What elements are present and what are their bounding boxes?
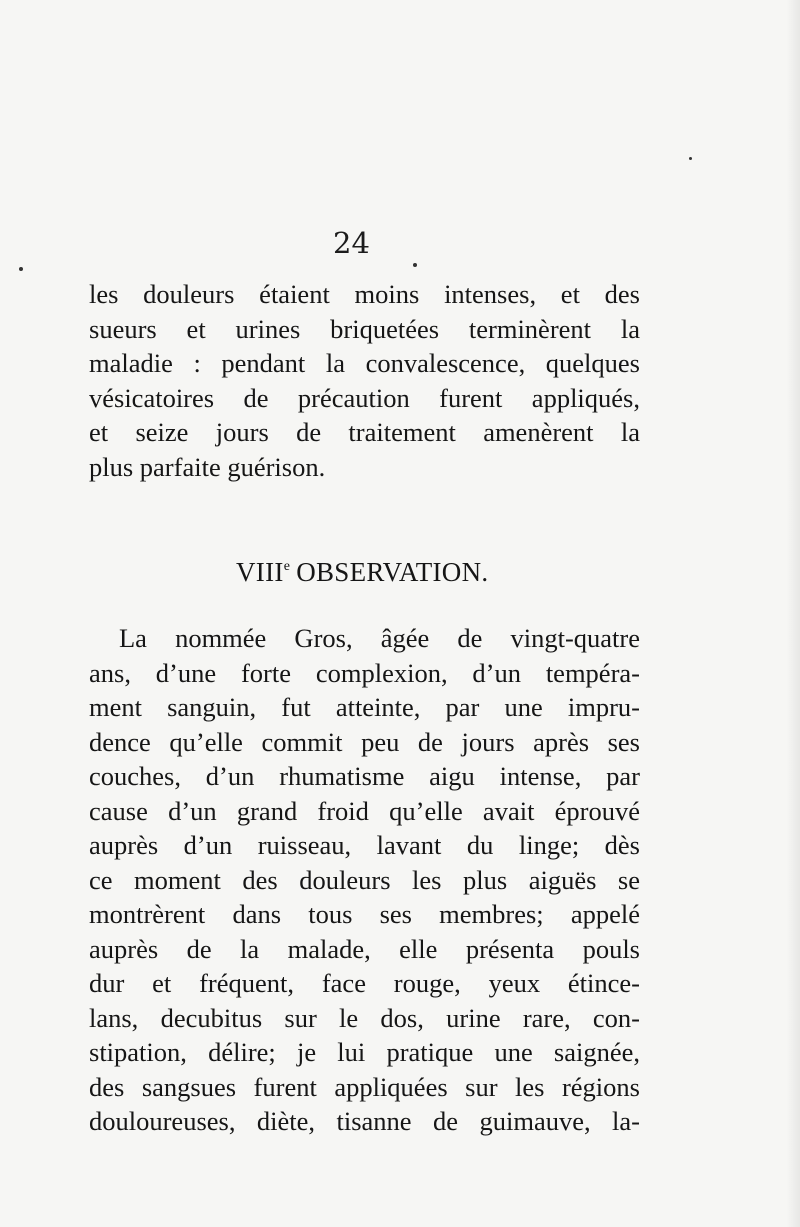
text-line: ment sanguin, fut atteinte, par une impru- — [89, 692, 640, 722]
text-line: auprès d’un ruisseau, lavant du linge; dès — [89, 830, 640, 860]
heading-word: OBSERVATION. — [296, 557, 489, 587]
text-line: et seize jours de traitement amenèrent la — [89, 417, 640, 447]
text-line: sueurs et urines briquetées terminèrent la — [89, 313, 640, 344]
text-line: cause d’un grand froid qu’elle avait éprouvé — [89, 795, 640, 826]
text-line: plus parfaite guérison. — [89, 451, 326, 482]
text-line: lans, decubitus sur le dos, urine rare, con- — [89, 1002, 640, 1033]
text-line: montrèrent dans tous ses membres; appelé — [89, 899, 640, 929]
text-line: vésicatoires de précaution furent appliqués, — [89, 382, 640, 413]
text-line: maladie : pendant la convalescence, quelques — [89, 348, 640, 378]
text-line: des sangsues furent appliquées sur les régions — [89, 1071, 640, 1102]
ink-speck — [689, 157, 692, 160]
text-line: les douleurs étaient moins intenses, et des — [89, 279, 640, 309]
page-number: 24 — [333, 226, 370, 260]
text-line: couches, d’un rhumatisme aigu intense, par — [89, 761, 640, 791]
paragraph-continuation — [89, 277, 640, 484]
text-line: auprès de la malade, elle présenta pouls — [89, 933, 640, 964]
text-line: ans, d’une forte complexion, d’un tempéra- — [89, 657, 640, 688]
text-line: stipation, délire; je lui pratique une saignée, — [89, 1037, 640, 1067]
heading-numeral: VIII — [236, 557, 284, 587]
text-line: dence qu’elle commit peu de jours après ses — [89, 726, 640, 757]
text-line: dur et fréquent, face rouge, yeux étince- — [89, 968, 640, 998]
ink-speck — [19, 267, 23, 271]
page-edge-shadow — [786, 0, 800, 1227]
heading-superscript: e — [283, 559, 291, 574]
text-line: La nommée Gros, âgée de vingt-quatre — [119, 623, 640, 653]
ink-speck — [413, 263, 417, 267]
text-line: douloureuses, diète, tisanne de guimauve, la- — [89, 1106, 640, 1136]
section-heading — [236, 557, 488, 588]
observation-paragraph — [89, 621, 640, 1139]
text-line: ce moment des douleurs les plus aiguës se — [89, 864, 640, 895]
